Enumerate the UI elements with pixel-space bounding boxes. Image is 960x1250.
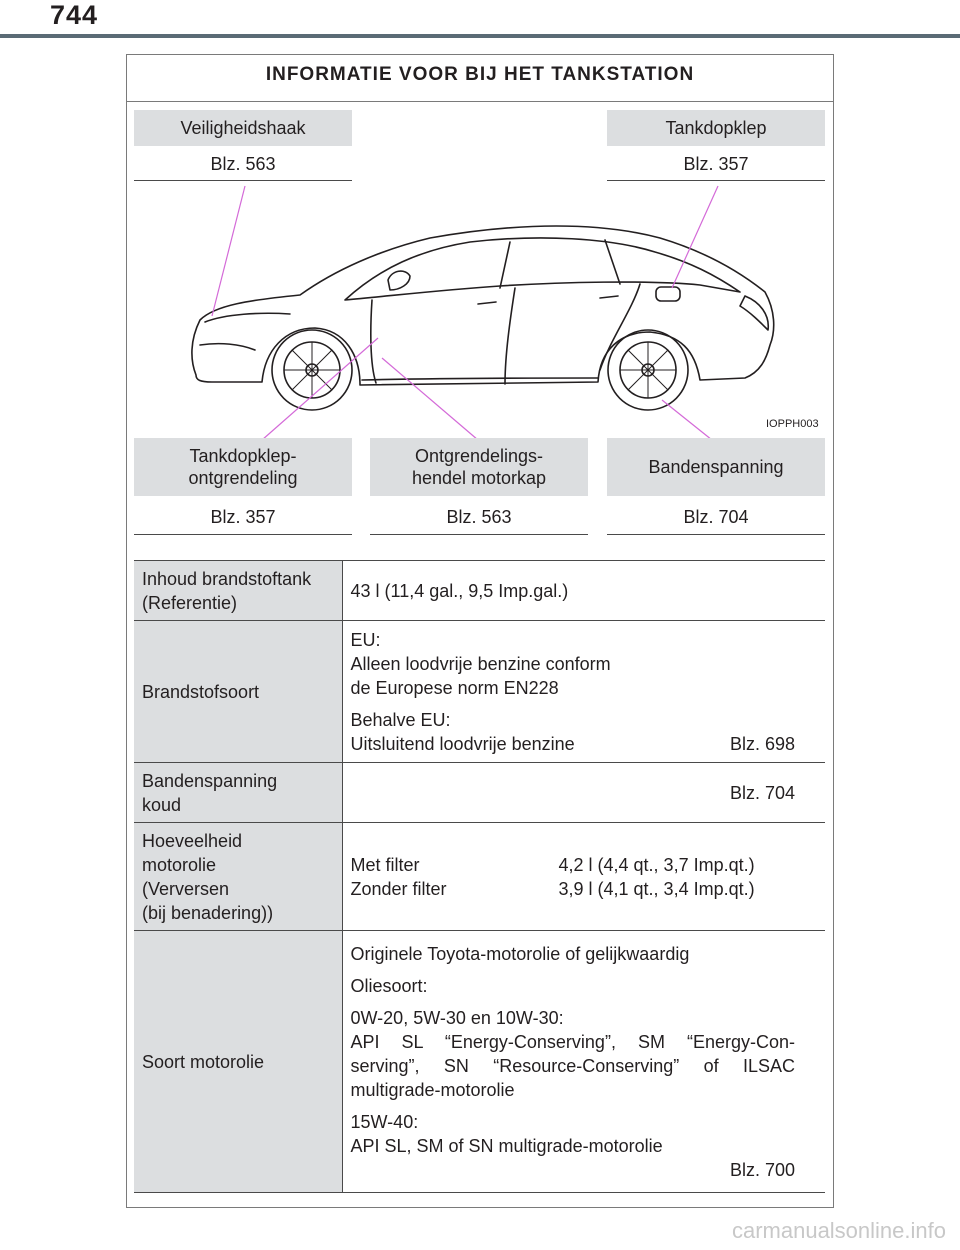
oil-without-filter-value: 3,9 l (4,1 qt., 3,4 Imp.qt.) (558, 878, 755, 899)
car-door-handle-rear (600, 296, 618, 298)
label-tankdopklep-ontgrendeling (134, 438, 352, 496)
label-ontgrendelingshendel-line2: hendel motorkap (411, 468, 547, 488)
spec-oil-type-value (342, 931, 825, 1193)
oil-type-p2: Oliesoort: (350, 975, 428, 996)
car-headlamp (205, 313, 290, 322)
oil-type-p1: Originele Toyota-motorolie of gelijkwaardig (350, 943, 690, 964)
label-veiligheidshaak: Veiligheidshaak (134, 110, 352, 146)
leader-tankdopklep (672, 186, 718, 288)
page-title: INFORMATIE VOOR BIJ HET TANKSTATION (127, 55, 833, 102)
car-mirror (388, 271, 410, 290)
label-tankdopklep-ontgrendeling-line1: Tankdopklep- (189, 446, 297, 466)
leader-tankdopklep-ontgrendeling (262, 338, 378, 440)
oil-qty-head-line1: Hoeveelheid (142, 830, 243, 851)
label-ontgrendelingshendel-line1: Ontgrendelings- (414, 446, 544, 466)
page-number: 744 (50, 0, 99, 30)
oil-without-filter-label: Zonder filter (350, 878, 447, 899)
spec-tyre-head-line2: koud (142, 794, 182, 815)
spec-row-tyre (134, 763, 825, 823)
spec-table (134, 560, 825, 1193)
fuel-non-eu-text: Uitsluitend loodvrije benzine (350, 733, 575, 754)
car-sill (362, 378, 598, 380)
spec-fuel-head: Brandstofsoort (134, 621, 342, 763)
spec-tank-head-line2: (Referentie) (142, 592, 238, 613)
label-tankdopklep: Tankdopklep (607, 110, 825, 146)
car-door-split (505, 288, 515, 384)
spec-row-oil-type (134, 931, 825, 1193)
spec-tyre-head (134, 763, 342, 823)
oil-type-p4-title: 15W-40: (350, 1111, 419, 1132)
spec-row-oil-qty (134, 823, 825, 931)
fuel-eu-line2: de Europese norm EN228 (350, 677, 559, 698)
leader-veiligheidshaak (212, 186, 245, 316)
fuel-page-ref[interactable]: Blz. 698 (729, 733, 795, 754)
oil-qty-head-line2: motorolie (142, 854, 217, 875)
spec-tank-value: 43 l (11,4 gal., 9,5 Imp.gal.) (350, 580, 569, 601)
oil-qty-head-line3: (Verversen (142, 878, 230, 899)
front-spokes (284, 342, 340, 398)
oil-with-filter-label: Met filter (350, 854, 420, 875)
page-ref-tankdopklep[interactable]: Blz. 357 (607, 148, 825, 181)
page-ref-ontgrendelingshendel[interactable]: Blz. 563 (370, 500, 588, 535)
spec-fuel-value (342, 621, 825, 763)
leader-ontgrendelingshendel (382, 358, 478, 440)
spec-tyre-head-line1: Bandenspanning (142, 770, 278, 791)
tyre-page-ref[interactable]: Blz. 704 (729, 782, 795, 803)
car-c-pillar (605, 240, 620, 284)
car-front-bumper (200, 344, 255, 350)
label-tankdopklep-ontgrendeling-line2: ontgrendeling (188, 468, 298, 488)
label-ontgrendelingshendel (370, 438, 588, 496)
fuel-eu-title: EU: (350, 629, 381, 650)
car-b-pillar (500, 242, 510, 288)
page-ref-tankdopklep-ontgrendeling[interactable]: Blz. 357 (134, 500, 352, 535)
car-fuel-flap (656, 287, 680, 301)
car-taillamp (740, 296, 768, 330)
page-ref-bandenspanning[interactable]: Blz. 704 (607, 500, 825, 535)
leader-bandenspanning (662, 400, 712, 440)
oil-qty-head-line4: (bij benadering)) (142, 902, 274, 923)
spec-oil-type-head: Soort motorolie (134, 931, 342, 1193)
spec-row-tank (134, 561, 825, 621)
oil-with-filter-value: 4,2 l (4,4 qt., 3,7 Imp.qt.) (558, 854, 755, 875)
spec-oil-qty-head (134, 823, 342, 931)
watermark: carmanualsonline.info (731, 1218, 946, 1243)
rear-spokes (620, 342, 676, 398)
fuel-non-eu-title: Behalve EU: (350, 709, 451, 730)
spec-row-fuel (134, 621, 825, 763)
car-door-handle-front (478, 302, 496, 304)
label-bandenspanning: Bandenspanning (607, 438, 825, 496)
spec-tank-head (134, 561, 342, 621)
spec-tank-head-line1: Inhoud brandstoftank (142, 568, 312, 589)
image-code: IOPPH003 (766, 418, 819, 430)
oil-type-p3-title: 0W-20, 5W-30 en 10W-30: (350, 1007, 564, 1028)
oil-type-p4-body: API SL, SM of SN multigrade-motorolie (350, 1135, 663, 1156)
spec-oil-qty-value (342, 823, 825, 931)
page-ref-veiligheidshaak[interactable]: Blz. 563 (134, 148, 352, 181)
oil-type-page-ref[interactable]: Blz. 700 (729, 1159, 795, 1180)
fuel-eu-line1: Alleen loodvrije benzine conform (350, 653, 611, 674)
oil-type-p3-body: API SL “Energy-Conserving”, SM “Energy-Con-serving”, SN “Resource-Conserving” of ILSAC multigrade-motorolie (350, 1031, 795, 1100)
